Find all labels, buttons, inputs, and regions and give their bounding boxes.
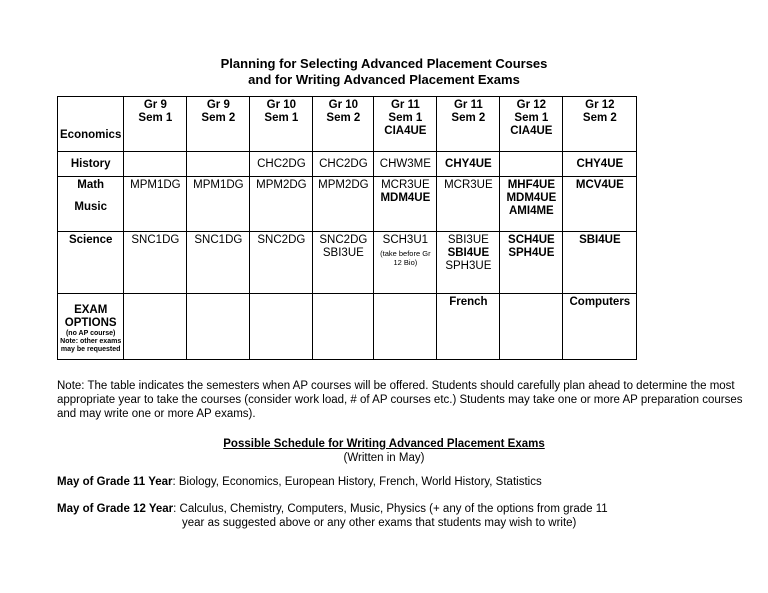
header-row: [58, 97, 637, 152]
cell-science-3: SNC2DG: [250, 232, 313, 294]
cell-exam-3: [250, 294, 313, 360]
cell-history-8: CHY4UE: [563, 152, 637, 177]
header-gr12-sem1: Gr 12 Sem 1 CIA4UE: [500, 97, 563, 152]
cell-math-2: MPM1DG: [187, 177, 250, 232]
cell-science-4: SNC2DG SBI3UE: [313, 232, 374, 294]
subject-cell-exam: EXAM OPTIONS (no AP course) Note: other exams may be requested: [58, 294, 124, 360]
row-math: [58, 177, 637, 232]
row-history: [58, 152, 637, 177]
cell-exam-5: [374, 294, 437, 360]
cell-math-5: MCR3UE MDM4UE: [374, 177, 437, 232]
header-gr10-sem1: Gr 10 Sem 1: [250, 97, 313, 152]
cell-exam-6: French: [437, 294, 500, 360]
subject-cell-economics: Economics: [58, 97, 124, 152]
cell-history-6: CHY4UE: [437, 152, 500, 177]
cell-science-8: SBI4UE: [563, 232, 637, 294]
title-line-1: Planning for Selecting Advanced Placement Courses: [220, 56, 548, 71]
header-gr12-sem2: Gr 12 Sem 2: [563, 97, 637, 152]
cell-math-4: MPM2DG: [313, 177, 374, 232]
cell-exam-7: [500, 294, 563, 360]
header-gr11-sem2: Gr 11 Sem 2: [437, 97, 500, 152]
schedule-title: Possible Schedule for Writing Advanced Placement Exams: [223, 438, 545, 450]
header-gr9-sem1: Gr 9 Sem 1: [124, 97, 187, 152]
row-science: [58, 232, 637, 294]
cell-history-3: CHC2DG: [250, 152, 313, 177]
title-line-2: and for Writing Advanced Placement Exams: [248, 72, 520, 87]
cell-science-7: SCH4UE SPH4UE: [500, 232, 563, 294]
cell-history-2: [187, 152, 250, 177]
cell-history-1: [124, 152, 187, 177]
header-gr11-sem1: Gr 11 Sem 1 CIA4UE: [374, 97, 437, 152]
cell-history-4: CHC2DG: [313, 152, 374, 177]
row-exam-options: [58, 294, 637, 360]
cell-math-1: MPM1DG: [124, 177, 187, 232]
grade-11-schedule: May of Grade 11 Year: Biology, Economics, European History, French, World History, Statistics: [57, 476, 542, 488]
table-note: Note: The table indicates the semesters when AP courses will be offered. Students should carefully plan ahead to determine the most appropriate year to take the courses (consider work load, # of AP courses etc.) Students may take one or more AP preparation courses and may write one or more AP exams).: [57, 380, 743, 420]
cell-science-1: SNC1DG: [124, 232, 187, 294]
cell-math-8: MCV4UE: [563, 177, 637, 232]
cell-math-6: MCR3UE: [437, 177, 500, 232]
subject-cell-science: Science: [58, 232, 124, 294]
cell-science-2: SNC1DG: [187, 232, 250, 294]
grade-12-schedule: May of Grade 12 Year: Calculus, Chemistry, Computers, Music, Physics (+ any of the options from grade 11 year as suggested above or any other exams that students may wish to write): [57, 503, 608, 529]
cell-exam-4: [313, 294, 374, 360]
subject-label-music: Music: [74, 201, 107, 213]
subject-cell-history: History: [58, 152, 124, 177]
course-planning-table: [57, 96, 637, 360]
cell-history-7: [500, 152, 563, 177]
cell-science-5: SCH3U1 (take before Gr 12 Bio): [374, 232, 437, 294]
schedule-heading: [0, 437, 768, 465]
header-gr9-sem2: Gr 9 Sem 2: [187, 97, 250, 152]
cell-science-6: SBI3UE SBI4UE SPH3UE: [437, 232, 500, 294]
cell-history-5: CHW3ME: [374, 152, 437, 177]
cell-exam-1: [124, 294, 187, 360]
cell-math-3: MPM2DG: [250, 177, 313, 232]
cell-exam-8: Computers: [563, 294, 637, 360]
page-title: [0, 56, 768, 88]
header-gr10-sem2: Gr 10 Sem 2: [313, 97, 374, 152]
cell-math-7: MHF4UE MDM4UE AMI4ME: [500, 177, 563, 232]
subject-cell-math: Math Music: [58, 177, 124, 232]
schedule-subtitle: (Written in May): [343, 452, 425, 464]
cell-exam-2: [187, 294, 250, 360]
